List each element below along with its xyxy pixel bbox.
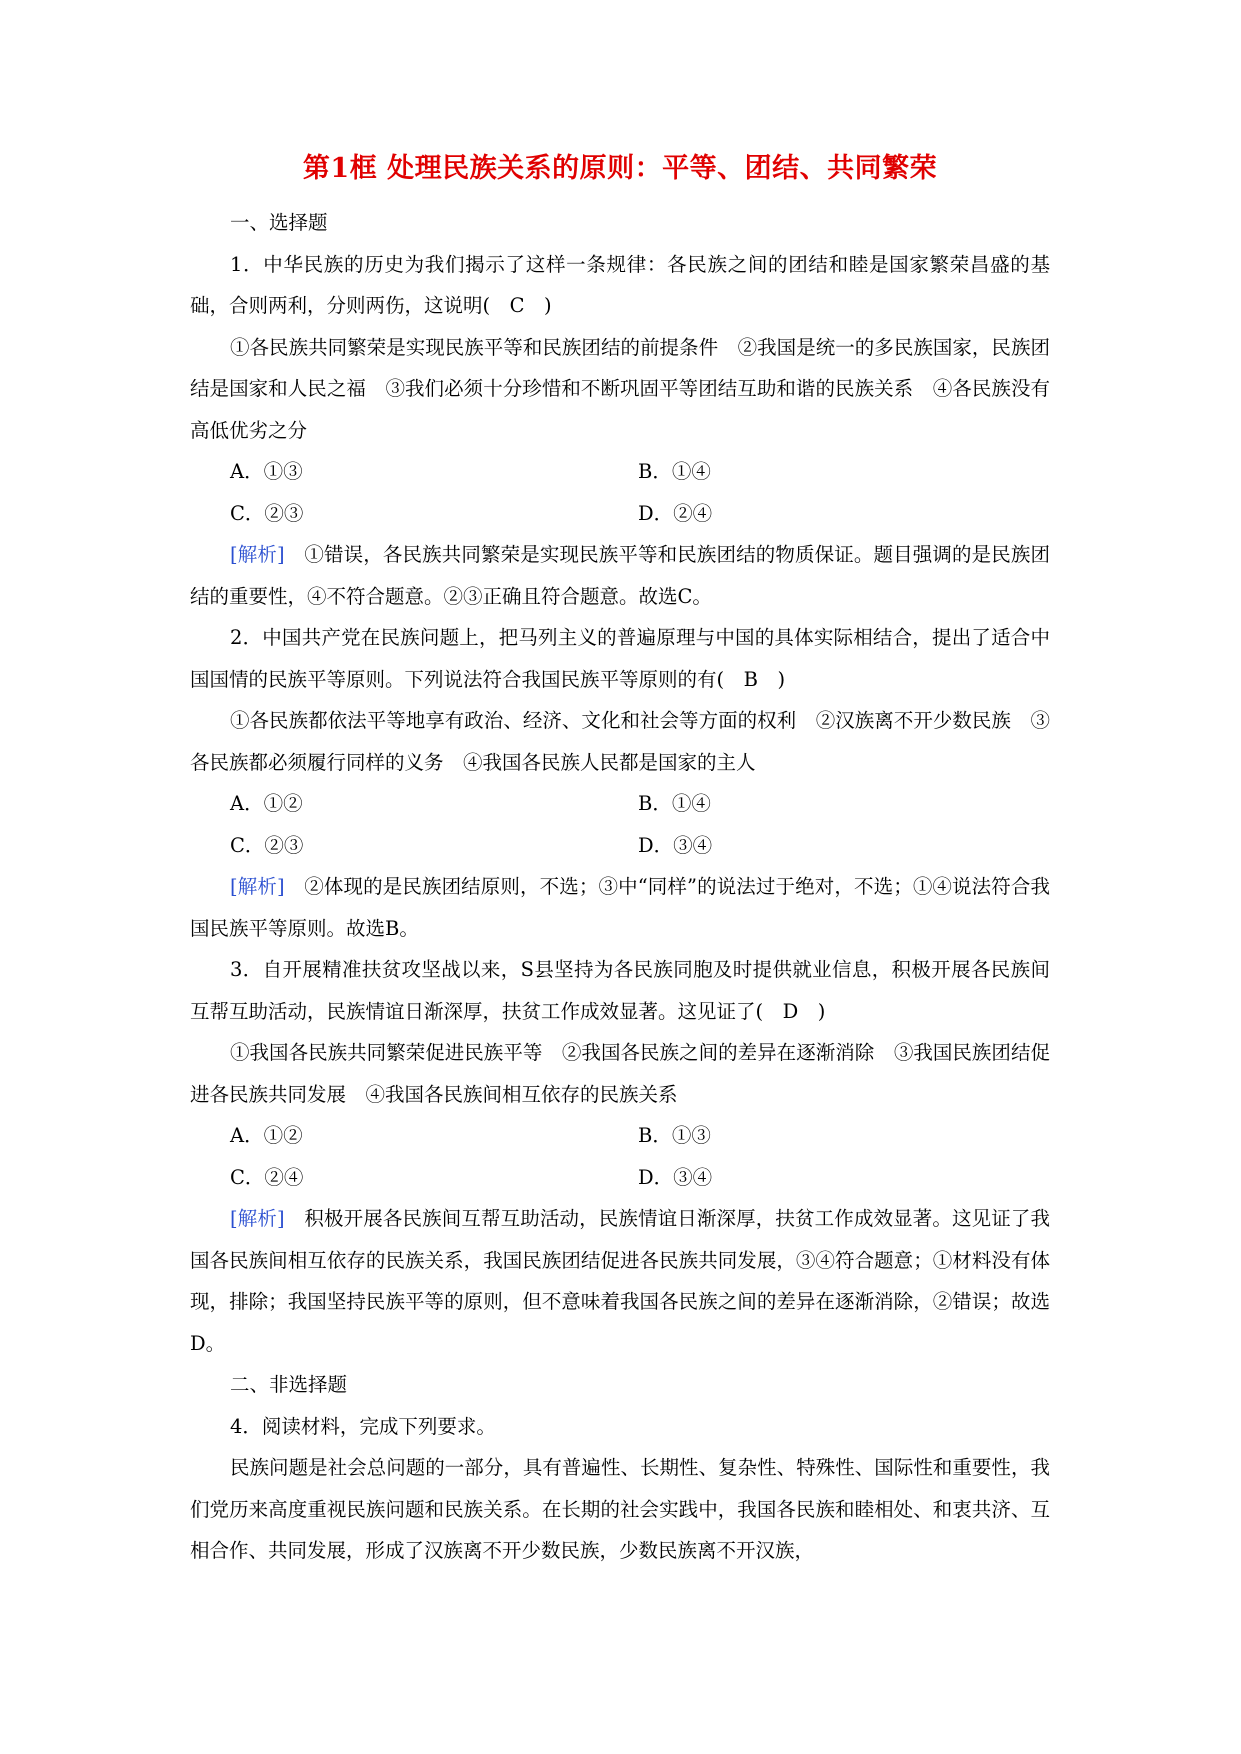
question-3-analysis <box>190 1198 1050 1364</box>
option-a: A．①② <box>230 1124 303 1147</box>
option-c: C．②③ <box>230 833 304 857</box>
analysis-label: [解析] <box>230 1207 285 1230</box>
option-c: C．②④ <box>230 1165 304 1189</box>
question-2-statements: ①各民族都依法平等地享有政治、经济、文化和社会等方面的权利 ②汉族离不开少数民族 ③各民族都必须履行同样的义务 ④我国各民族人民都是国家的主人 <box>190 709 1050 774</box>
question-3-options-row-1 <box>190 1115 1050 1157</box>
analysis-label: [解析] <box>230 875 285 898</box>
question-4-material: 民族问题是社会总问题的一部分，具有普遍性、长期性、复杂性、特殊性、国际性和重要性，我们党历来高度重视民族问题和民族关系。在长期的社会实践中，我国各民族和睦相处、和衷共济、互相合作、共同发展，形成了汉族离不开少数民族，少数民族离不开汉族， <box>190 1456 1050 1562</box>
question-3-stem: 3．自开展精准扶贫攻坚战以来，S县坚持为各民族同胞及时提供就业信息，积极开展各民族间互帮互助活动，民族情谊日渐深厚，扶贫工作成效显著。这见证了( D ) <box>190 958 1050 1023</box>
question-2-analysis <box>190 866 1050 949</box>
page-title: 第1框 处理民族关系的原则：平等、团结、共同繁荣 <box>302 153 938 184</box>
option-b: B．①③ <box>638 1124 711 1147</box>
document-page <box>190 148 1050 1572</box>
option-b: B．①④ <box>638 792 711 815</box>
question-4-stem: 4．阅读材料，完成下列要求。 <box>230 1414 496 1438</box>
option-b: B．①④ <box>638 460 711 483</box>
analysis-text: ①错误，各民族共同繁荣是实现民族平等和民族团结的物质保证。题目强调的是民族团结的重要性，④不符合题意。②③正确且符合题意。故选C。 <box>190 543 1050 608</box>
analysis-text: 积极开展各民族间互帮互助活动，民族情谊日渐深厚，扶贫工作成效显著。这见证了我国各民族间相互依存的民族关系，我国民族团结促进各民族共同发展，③④符合题意；①材料没有体现，排除；我国坚持民族平等的原则，但不意味着我国各民族之间的差异在逐渐消除，②错误；故选D。 <box>190 1207 1050 1355</box>
analysis-label: [解析] <box>230 543 285 566</box>
option-d: D．③④ <box>638 833 713 857</box>
question-2-stem: 2．中国共产党在民族问题上，把马列主义的普遍原理与中国的具体实际相结合，提出了适合中国国情的民族平等原则。下列说法符合我国民族平等原则的有( B ) <box>190 626 1050 691</box>
option-c: C．②③ <box>230 501 304 525</box>
option-d: D．③④ <box>638 1165 713 1189</box>
option-a: A．①② <box>230 792 303 815</box>
question-1-analysis <box>190 534 1050 617</box>
question-3-statements: ①我国各民族共同繁荣促进民族平等 ②我国各民族之间的差异在逐渐消除 ③我国民族团结促进各民族共同发展 ④我国各民族间相互依存的民族关系 <box>190 1041 1050 1106</box>
option-d: D．②④ <box>638 501 713 525</box>
question-1-options-row-1 <box>190 451 1050 493</box>
question-2-options-row-1 <box>190 783 1050 825</box>
option-a: A．①③ <box>230 460 303 483</box>
question-3-options-row-2 <box>190 1157 1050 1199</box>
question-2-options-row-2 <box>190 825 1050 867</box>
question-1-options-row-2 <box>190 493 1050 535</box>
question-1-statements: ①各民族共同繁荣是实现民族平等和民族团结的前提条件 ②我国是统一的多民族国家，民族团结是国家和人民之福 ③我们必须十分珍惜和不断巩固平等团结互助和谐的民族关系 ④各民族没有高低优劣之分 <box>190 335 1050 442</box>
analysis-text: ②体现的是民族团结原则，不选；③中“同样”的说法过于绝对，不选；①④说法符合我国民族平等原则。故选B。 <box>190 875 1050 940</box>
section-heading-choice: 一、选择题 <box>230 211 328 234</box>
question-1-stem: 1．中华民族的历史为我们揭示了这样一条规律：各民族之间的团结和睦是国家繁荣昌盛的基础，合则两利，分则两伤，这说明( C ) <box>190 252 1050 317</box>
section-heading-nonchoice: 二、非选择题 <box>230 1373 348 1396</box>
